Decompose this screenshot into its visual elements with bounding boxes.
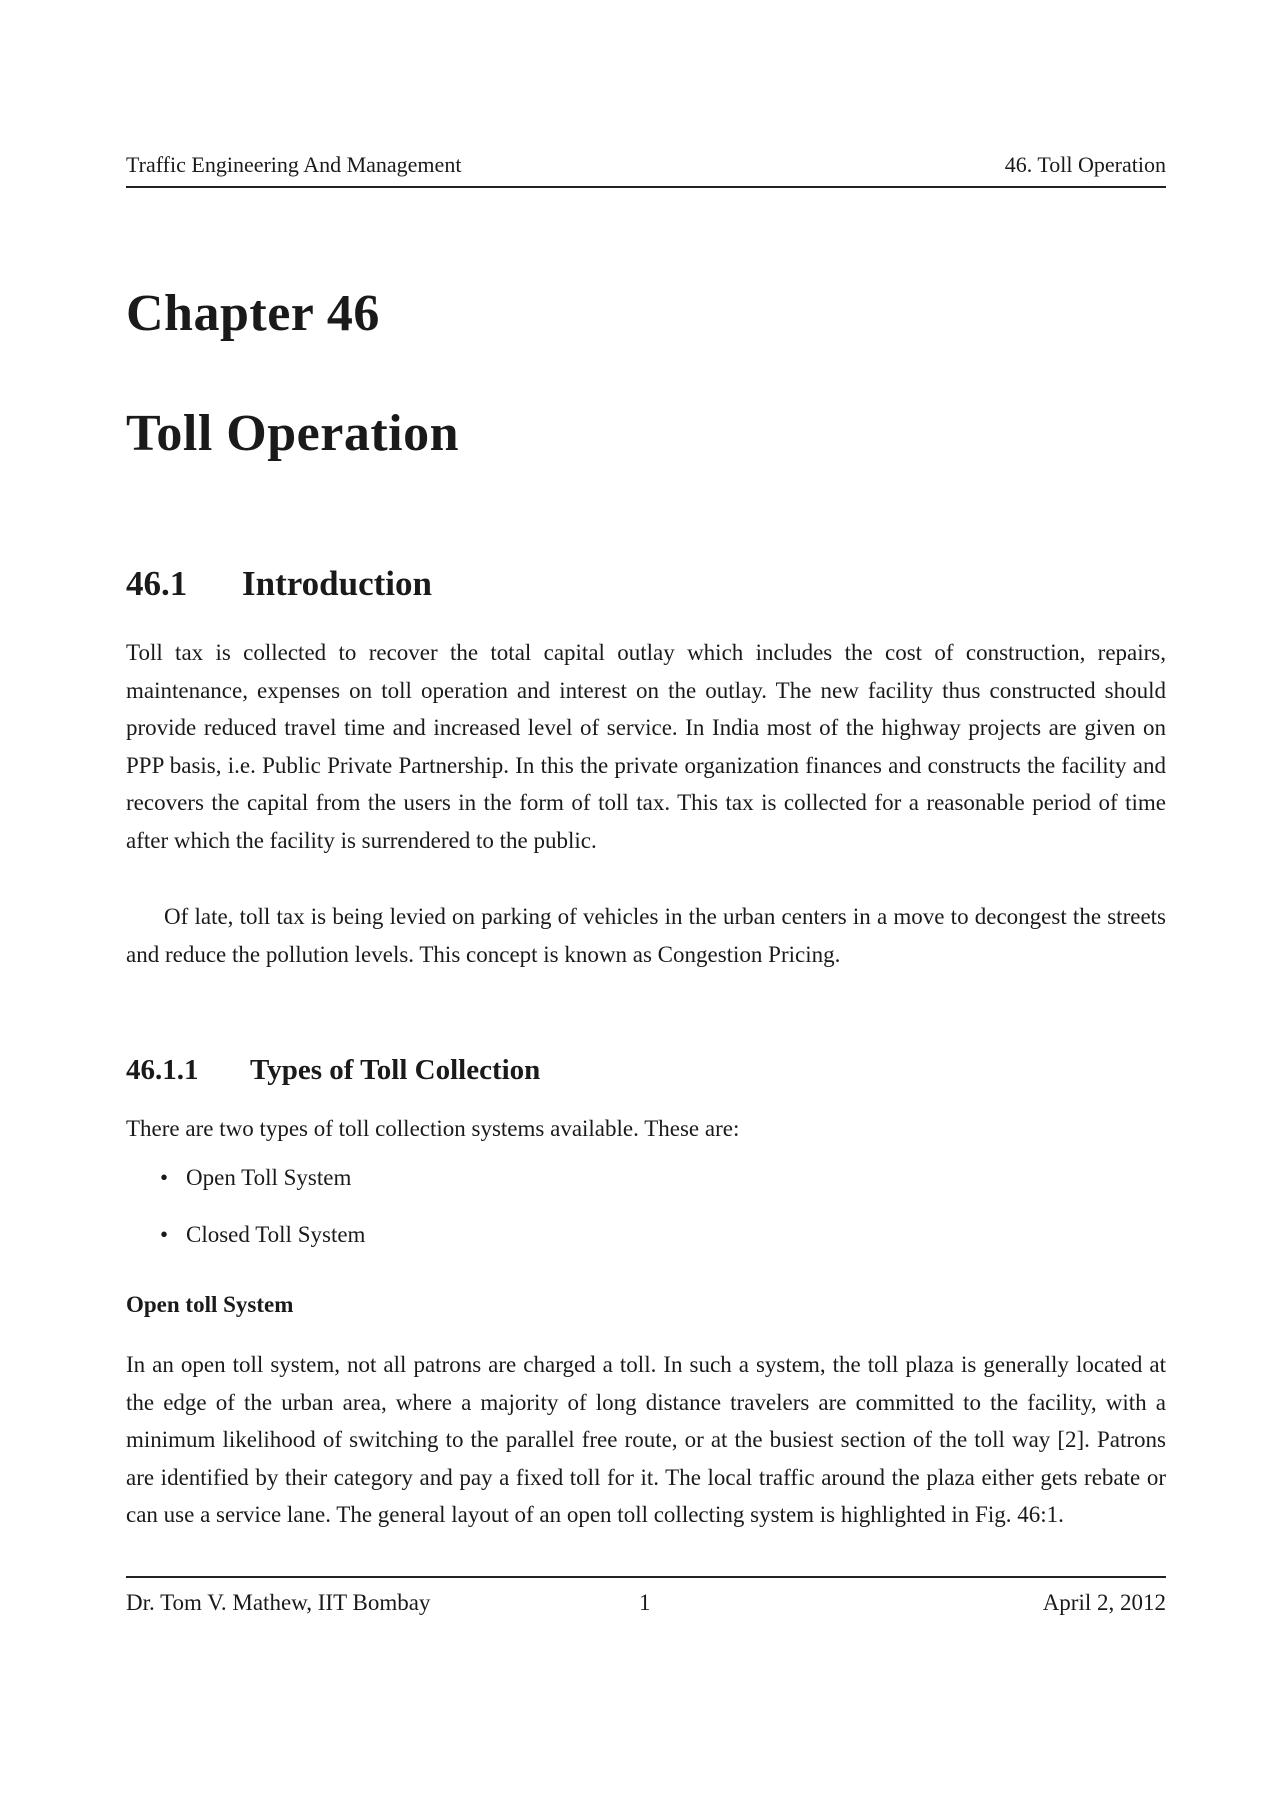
section-heading	[126, 564, 432, 604]
section-number: 46.1	[126, 564, 188, 603]
list-item-label: Closed Toll System	[186, 1222, 366, 1247]
list-item	[160, 1160, 365, 1217]
footer-date: April 2, 2012	[1042, 1590, 1166, 1615]
toll-system-list	[160, 1160, 365, 1274]
list-item	[160, 1217, 365, 1274]
paragraph-heading: Open toll System	[126, 1292, 294, 1317]
intro-paragraph-1: Toll tax is collected to recover the total capital outlay which includes the cost of construction, repairs, maintenance, expenses on toll operation and interest on the outlay. The new facility thus constructed should provide reduced travel time and increased level of service. In India most of the highway projects are given on PPP basis, i.e. Public Private Partnership. In this the private organization finances and constructs the facility and recovers the capital from the users in the form of toll tax. This tax is collected for a reasonable period of time after which the facility is surrendered to the public.	[126, 640, 1166, 853]
open-toll-paragraph: In an open toll system, not all patrons are charged a toll. In such a system, the toll plaza is generally located at the edge of the urban area, where a majority of long distance travelers are committed to the facility, with a minimum likelihood of switching to the parallel free route, or at the busiest section of the toll way [2]. Patrons are identified by their category and pay a fixed toll for it. The local traffic around the plaza either gets rebate or can use a service lane. The general layout of an open toll collecting system is highlighted in Fig. 46:1.	[126, 1352, 1166, 1528]
subsection-heading	[126, 1054, 540, 1087]
subsection-title: Types of Toll Collection	[250, 1054, 541, 1086]
bullet-icon: •	[160, 1222, 169, 1247]
running-footer	[126, 1576, 1166, 1616]
document-page	[126, 0, 1166, 1811]
footer-page-number: 1	[639, 1590, 651, 1615]
footer-author: Dr. Tom V. Mathew, IIT Bombay	[126, 1590, 431, 1615]
header-chapter-title: 46. Toll Operation	[1004, 152, 1166, 177]
subsection-number: 46.1.1	[126, 1054, 199, 1086]
chapter-label: Chapter 46	[126, 285, 380, 342]
header-book-title: Traffic Engineering And Management	[126, 152, 462, 177]
section-title: Introduction	[242, 564, 432, 603]
intro-paragraph-2: Of late, toll tax is being levied on parking of vehicles in the urban centers in a move to decongest the streets and reduce the pollution levels. This concept is known as Congestion Pricing.	[126, 904, 1166, 967]
list-item-label: Open Toll System	[186, 1165, 352, 1190]
chapter-title: Toll Operation	[126, 405, 460, 462]
subsection-intro: There are two types of toll collection systems available. These are:	[126, 1116, 740, 1141]
bullet-icon: •	[160, 1165, 169, 1190]
running-header	[126, 152, 1166, 188]
